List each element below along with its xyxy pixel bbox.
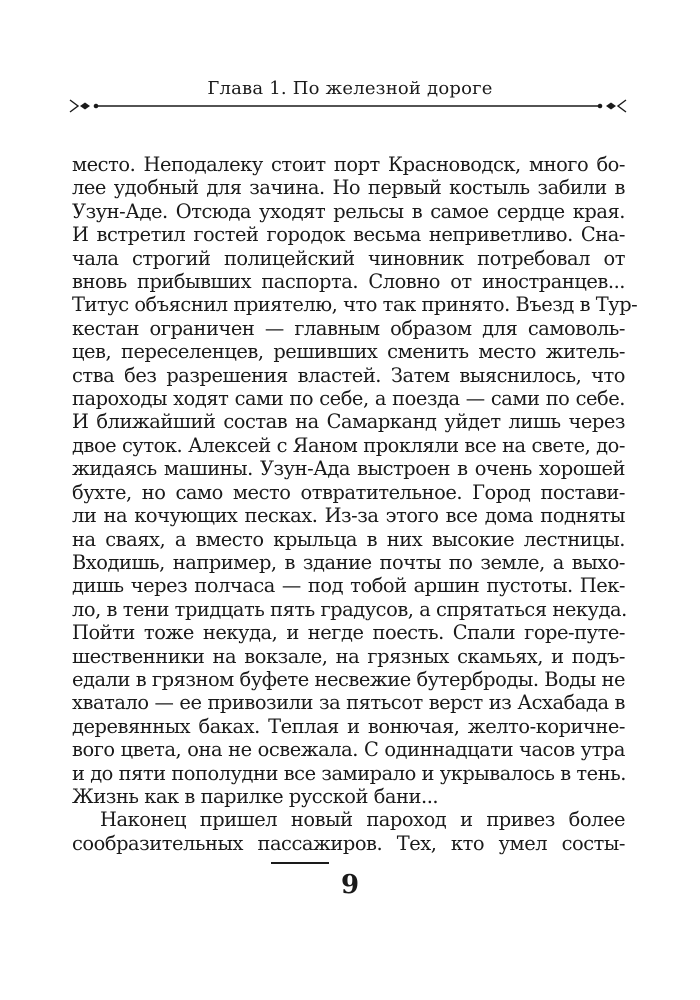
text-line: Жизнь как в парилке русской бани... xyxy=(72,784,439,808)
text-line: вновь прибывших паспорта. Словно от иностранцев... xyxy=(72,270,625,294)
text-line: вого цвета, она не освежала. С одиннадцати часов утра xyxy=(72,738,625,762)
page-number: 9 xyxy=(340,870,360,900)
text-line: И ближайший состав на Самарканд уйдет лишь через xyxy=(72,410,625,434)
text-line: лее удобный для зачина. Но первый костыль забили в xyxy=(72,176,625,200)
ornament-right-diamond xyxy=(606,103,616,110)
text-line: бухте, но само место отвратительное. Город постави- xyxy=(72,480,625,504)
running-head: Глава 1. По железной дороге xyxy=(207,78,493,99)
text-line: жидаясь машины. Узун-Ада выстроен в очень хорошей xyxy=(72,457,625,481)
text-line: кестан ограничен — главным образом для самоволь- xyxy=(72,316,625,340)
text-line: ли на кочующих песках. Из-за этого все дома подняты xyxy=(72,504,625,528)
ornament-right-chevron xyxy=(618,100,626,112)
text-line: на сваях, а вместо крыльца в них высокие лестницы. xyxy=(72,527,625,551)
text-line: место. Неподалеку стоит порт Красноводск, много бо- xyxy=(72,153,625,176)
text-line: двое суток. Алексей с Яаном прокляли все на свете, до- xyxy=(72,433,625,457)
header-ornament-rule xyxy=(68,96,628,116)
ornament-left-chevron xyxy=(70,100,78,112)
body-text xyxy=(72,153,638,855)
text-line: шественники на вокзале, на грязных скамьях, и подъ- xyxy=(72,644,625,668)
text-line: Пойти тоже некуда, и негде поесть. Спали горе-путе- xyxy=(72,621,625,645)
text-line: Наконец пришел новый пароход и привез более xyxy=(100,808,625,832)
text-line: Титус объяснил приятелю, что так принято. Въезд в Тур- xyxy=(72,293,638,317)
text-line: деревянных баках. Теплая и вонючая, желто-коричне- xyxy=(72,714,625,738)
text-line: сообразительных пассажиров. Тех, кто умел состы- xyxy=(72,831,625,855)
folio-rule xyxy=(271,862,329,864)
text-line: ства без разрешения властей. Затем выяснилось, что xyxy=(72,363,625,387)
text-line: и до пяти пополудни все замирало и укрывалось в тень. xyxy=(72,761,626,785)
text-line: Входишь, например, в здание почты по земле, а выхо- xyxy=(72,550,625,574)
text-line: чала строгий полицейский чиновник потребовал от xyxy=(72,246,625,270)
text-line: ло, в тени тридцать пять градусов, а спрятаться некуда. xyxy=(72,597,627,621)
ornament-left-dot xyxy=(94,104,99,109)
text-line: И встретил гостей городок весьма неприветливо. Сна- xyxy=(72,223,625,247)
ornament-right-dot xyxy=(598,104,603,109)
text-line: пароходы ходят сами по себе, а поезда — сами по себе. xyxy=(72,387,625,411)
text-line: цев, переселенцев, решивших сменить место житель- xyxy=(72,340,625,364)
text-line: едали в грязном буфете несвежие бутерброды. Воды не xyxy=(72,667,625,691)
text-line: дишь через полчаса — под тобой аршин пустоты. Пек- xyxy=(72,574,625,598)
text-line: Узун-Аде. Отсюда уходят рельсы в самое сердце края. xyxy=(72,199,625,223)
text-line: хватало — ее привозили за пятьсот верст из Асхабада в xyxy=(72,691,625,715)
ornament-left-diamond xyxy=(80,103,90,110)
